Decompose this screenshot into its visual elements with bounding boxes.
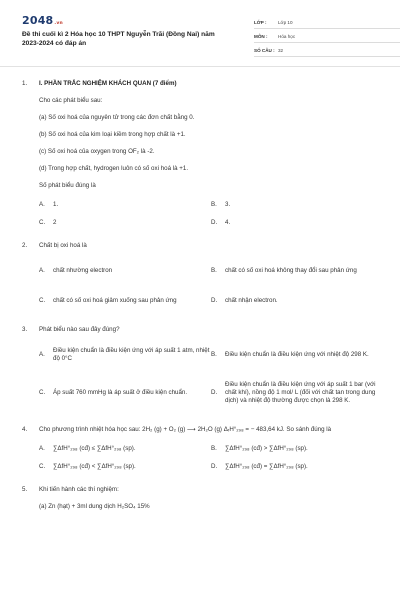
question-prompt: Số phát biểu đúng là bbox=[39, 182, 96, 189]
question-4 bbox=[22, 426, 382, 478]
statement: (b) Số oxi hoá của kim loại kiềm trong hợp chất là +1. bbox=[39, 131, 186, 138]
option-letter: C. bbox=[39, 463, 46, 470]
option-text: ∑ΔfH°₂₉₈ (cđ) < ∑ΔfH°₂₉₈ (sp). bbox=[53, 463, 136, 470]
option-letter: B. bbox=[211, 445, 217, 452]
option-letter: A. bbox=[39, 267, 45, 274]
question-prompt: Cho phương trình nhiệt hóa học sau: 2H₂ (g) + O₂ (g) ⟶ 2H₂O (g) ΔᵣH°₂₉₈ = − 483,64 kJ. So sánh đúng là bbox=[39, 426, 332, 433]
option-c[interactable] bbox=[39, 372, 211, 414]
option-b[interactable] bbox=[211, 342, 383, 368]
meta-value: Lớp 10 bbox=[278, 20, 293, 25]
question-number: 1. bbox=[22, 80, 28, 87]
statement: (a) Số oxi hoá của nguyên tử trong các đơn chất bằng 0. bbox=[39, 114, 195, 121]
option-letter: C. bbox=[39, 219, 46, 226]
meta-row-subject bbox=[254, 31, 400, 43]
meta-key: SỐ CÂU : bbox=[254, 48, 275, 53]
question-prompt: Khi tiến hành các thí nghiệm: bbox=[39, 486, 119, 493]
option-text: Điều kiện chuẩn là điều kiện ứng với áp suất 1 bar (với chất khí), nồng độ 1 mol/ L (đối với chất tan trong dung dịch) và nhiệt độ thường được chọn là 298 K. bbox=[225, 381, 376, 404]
option-b[interactable] bbox=[211, 198, 383, 212]
option-letter: B. bbox=[211, 267, 217, 274]
option-letter: D. bbox=[211, 389, 218, 396]
question-1 bbox=[22, 80, 382, 234]
option-letter: D. bbox=[211, 219, 218, 226]
meta-key: MÔN : bbox=[254, 34, 268, 39]
answer-options bbox=[39, 258, 382, 318]
option-d[interactable] bbox=[211, 460, 383, 474]
option-c[interactable] bbox=[39, 216, 211, 230]
question-prompt: Chất bị oxi hoá là bbox=[39, 242, 87, 249]
question-number: 5. bbox=[22, 486, 28, 493]
option-d[interactable] bbox=[211, 372, 383, 414]
option-d[interactable] bbox=[211, 216, 383, 230]
exam-meta bbox=[254, 17, 400, 59]
meta-key: LỚP : bbox=[254, 20, 267, 25]
question-number: 2. bbox=[22, 242, 28, 249]
logo-text: 2048 bbox=[22, 14, 54, 27]
option-text: 1. bbox=[53, 201, 59, 208]
option-a[interactable] bbox=[39, 442, 211, 456]
option-text: 2 bbox=[53, 219, 57, 226]
option-letter: D. bbox=[211, 297, 218, 304]
option-letter: A. bbox=[39, 445, 45, 452]
option-text: Điều kiện chuẩn là điều kiện ứng với áp suất 1 atm, nhiệt độ 0°C bbox=[53, 347, 210, 362]
question-number: 3. bbox=[22, 326, 28, 333]
section-title: I. PHẦN TRẮC NGHIỆM KHÁCH QUAN (7 điểm) bbox=[39, 80, 177, 87]
meta-value: Hóa học bbox=[278, 34, 296, 39]
option-text: chất có số oxi hoá không thay đổi sau phản ứng bbox=[225, 267, 357, 274]
option-letter: C. bbox=[39, 297, 46, 304]
option-text: 4. bbox=[225, 219, 231, 226]
option-text: chất có số oxi hoá giảm xuống sau phản ứng bbox=[53, 297, 177, 304]
question-number: 4. bbox=[22, 426, 28, 433]
option-text: ∑ΔfH°₂₉₈ (cđ) > ∑ΔfH°₂₉₈ (sp). bbox=[225, 445, 308, 452]
option-text: chất nhường electron bbox=[53, 267, 113, 274]
question-2 bbox=[22, 242, 382, 318]
option-text: Điều kiện chuẩn là điều kiện ứng với nhiệt độ 298 K. bbox=[225, 351, 369, 358]
option-letter: B. bbox=[211, 351, 217, 358]
option-text: 3. bbox=[225, 201, 231, 208]
question-intro: Cho các phát biểu sau: bbox=[39, 97, 103, 104]
answer-options bbox=[39, 442, 382, 478]
statement: (c) Số oxi hoá của oxygen trong OF₂ là -2. bbox=[39, 148, 155, 155]
question-list bbox=[22, 80, 382, 519]
option-a[interactable] bbox=[39, 342, 211, 368]
option-text: chất nhận electron. bbox=[225, 297, 278, 304]
meta-row-count bbox=[254, 45, 400, 57]
question-5 bbox=[22, 486, 382, 511]
logo-suffix: .vn bbox=[54, 21, 63, 26]
site-logo[interactable] bbox=[22, 14, 63, 27]
meta-row-class bbox=[254, 17, 400, 29]
option-letter: B. bbox=[211, 201, 217, 208]
option-letter: A. bbox=[39, 201, 45, 208]
option-c[interactable] bbox=[39, 288, 211, 314]
statement: (a) Zn (hạt) + 3ml dung dịch H₂SO₄ 15% bbox=[39, 503, 150, 510]
option-text: Áp suất 760 mmHg là áp suất ở điều kiện chuẩn. bbox=[53, 389, 188, 396]
option-letter: D. bbox=[211, 463, 218, 470]
statement: (d) Trong hợp chất, hydrogen luôn có số oxi hoá là +1. bbox=[39, 165, 189, 172]
page-header bbox=[22, 14, 382, 58]
exam-title: Đề thi cuối kì 2 Hóa học 10 THPT Nguyễn Trãi (Đồng Nai) năm 2023-2024 có đáp án bbox=[22, 31, 215, 47]
option-letter: C. bbox=[39, 389, 46, 396]
question-prompt: Phát biểu nào sau đây đúng? bbox=[39, 326, 120, 333]
answer-options bbox=[39, 198, 382, 234]
meta-value: 32 bbox=[278, 48, 284, 53]
answer-options bbox=[39, 342, 382, 418]
option-a[interactable] bbox=[39, 258, 211, 284]
question-3 bbox=[22, 326, 382, 418]
option-text: ∑ΔfH°₂₉₈ (cđ) = ∑ΔfH°₂₉₈ (sp). bbox=[225, 463, 308, 470]
option-d[interactable] bbox=[211, 288, 383, 314]
option-b[interactable] bbox=[211, 258, 383, 284]
option-letter: A. bbox=[39, 351, 45, 358]
option-c[interactable] bbox=[39, 460, 211, 474]
header-divider bbox=[0, 66, 400, 67]
option-a[interactable] bbox=[39, 198, 211, 212]
option-b[interactable] bbox=[211, 442, 383, 456]
option-text: ∑ΔfH°₂₉₈ (cđ) ≤ ∑ΔfH°₂₉₈ (sp). bbox=[53, 445, 136, 452]
